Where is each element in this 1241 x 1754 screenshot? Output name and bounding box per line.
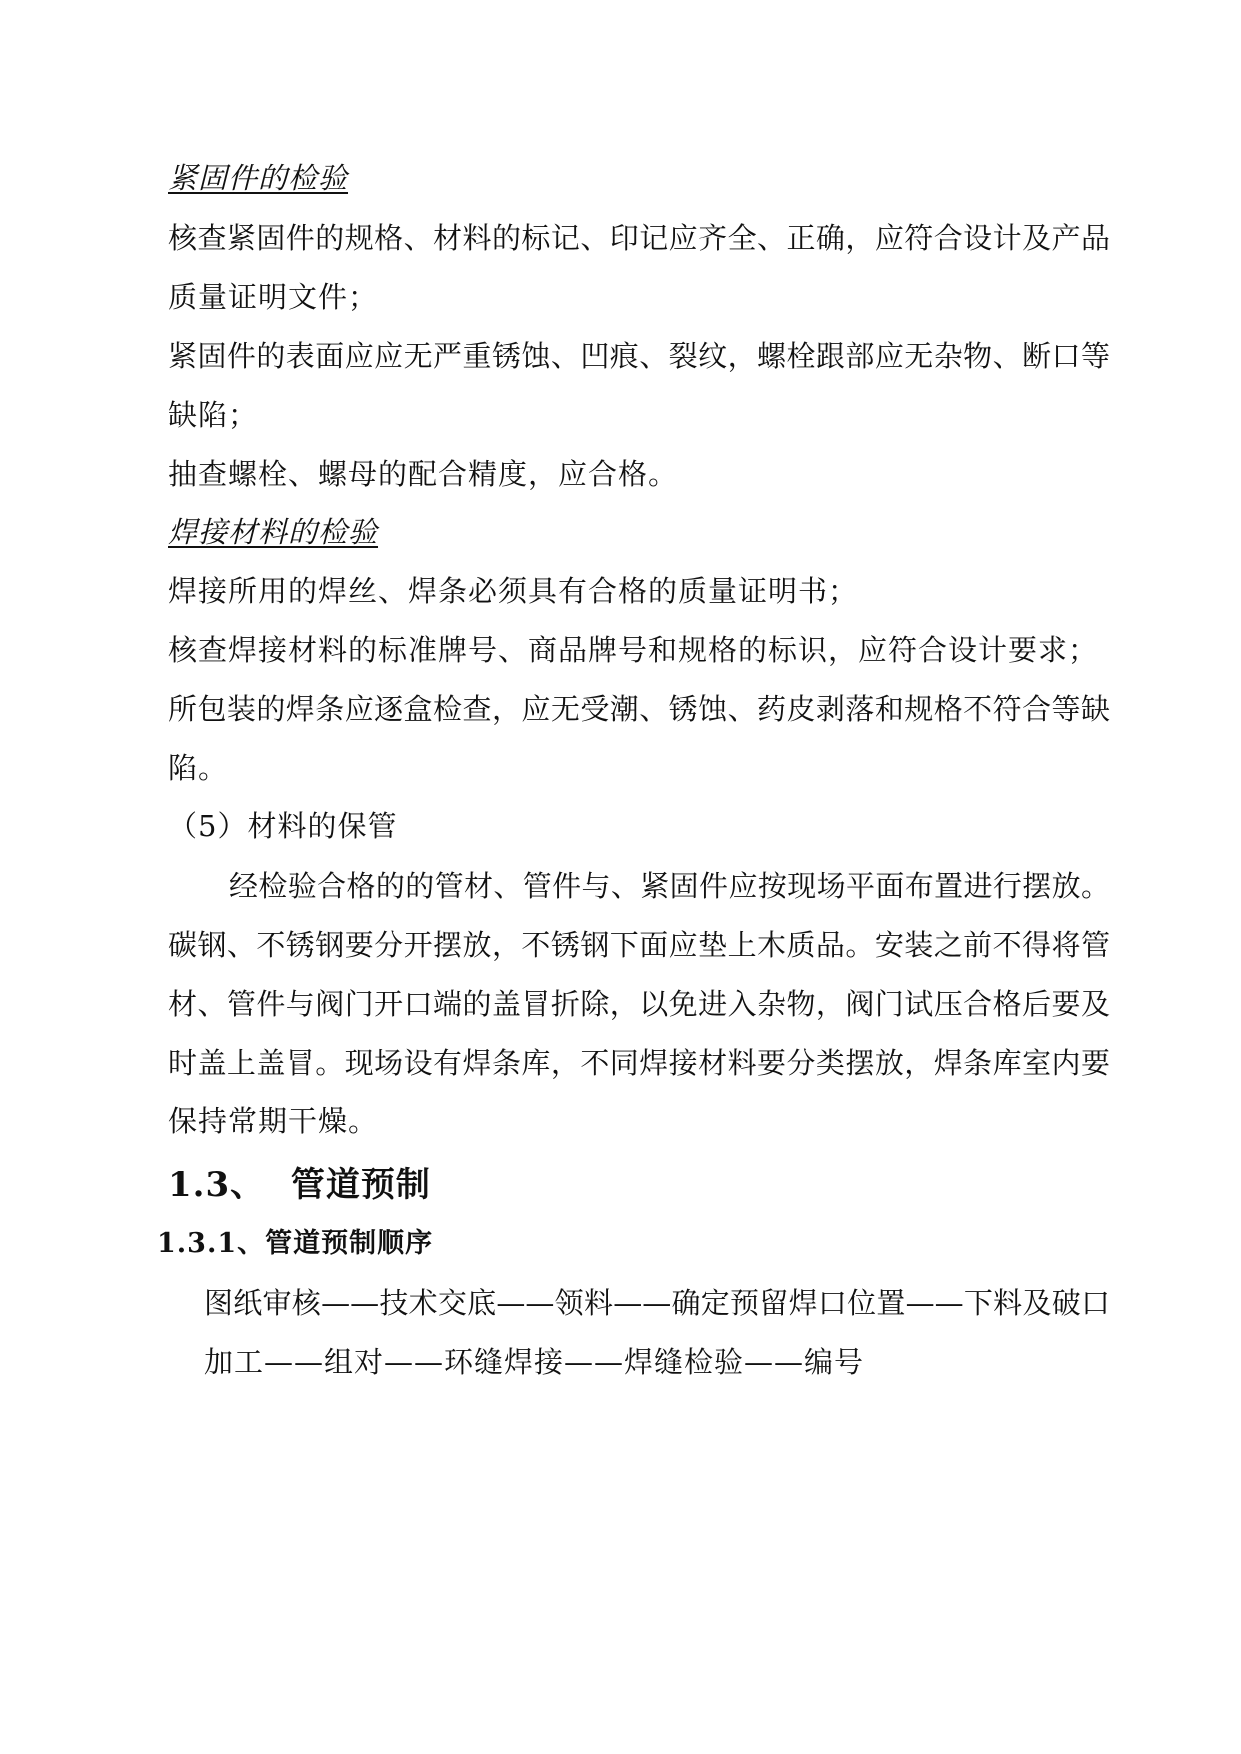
paragraph-line: 材、管件与阀门开口端的盖冒折除，以免进入杂物，阀门试压合格后要及 xyxy=(168,987,1110,1021)
paragraph-line: 所包装的焊条应逐盒检查，应无受潮、锈蚀、药皮剥落和规格不符合等缺 xyxy=(168,692,1110,726)
paragraph-line: 核查焊接材料的标准牌号、商品牌号和规格的标识，应符合设计要求； xyxy=(168,633,1099,667)
section-heading-1-3: 1.3、 管道预制 xyxy=(168,1165,431,1205)
process-sequence-line: 图纸审核——技术交底——领料——确定预留焊口位置——下料及破口 xyxy=(204,1286,1110,1320)
paragraph-line: 陷。 xyxy=(168,751,229,785)
fastener-inspection-heading: 紧固件的检验 xyxy=(168,161,349,195)
paragraph-line: 焊接所用的焊丝、焊条必须具有合格的质量证明书； xyxy=(168,574,859,608)
paragraph-line: 时盖上盖冒。现场设有焊条库，不同焊接材料要分类摆放，焊条库室内要 xyxy=(168,1046,1110,1080)
paragraph-line: 保持常期干燥。 xyxy=(168,1104,379,1138)
paragraph-line: 经检验合格的的管材、管件与、紧固件应按现场平面布置进行摆放。 xyxy=(229,869,1110,903)
paragraph-line: 质量证明文件； xyxy=(168,280,379,314)
paragraph-line: 紧固件的表面应应无严重锈蚀、凹痕、裂纹，螺栓跟部应无杂物、断口等 xyxy=(168,339,1110,373)
paragraph-line: 核查紧固件的规格、材料的标记、印记应齐全、正确，应符合设计及产品 xyxy=(168,221,1110,255)
paragraph-line: 抽查螺栓、螺母的配合精度，应合格。 xyxy=(168,457,679,491)
paragraph-line: 碳钢、不锈钢要分开摆放，不锈钢下面应垫上木质品。安装之前不得将管 xyxy=(168,928,1110,962)
welding-material-inspection-heading: 焊接材料的检验 xyxy=(168,515,379,549)
paragraph-line: 缺陷； xyxy=(168,398,259,432)
process-sequence-line: 加工——组对——环缝焊接——焊缝检验——编号 xyxy=(204,1345,865,1379)
material-storage-heading: （5）材料的保管 xyxy=(168,809,398,843)
section-heading-1-3-1: 1.3.1、管道预制顺序 xyxy=(157,1228,434,1259)
